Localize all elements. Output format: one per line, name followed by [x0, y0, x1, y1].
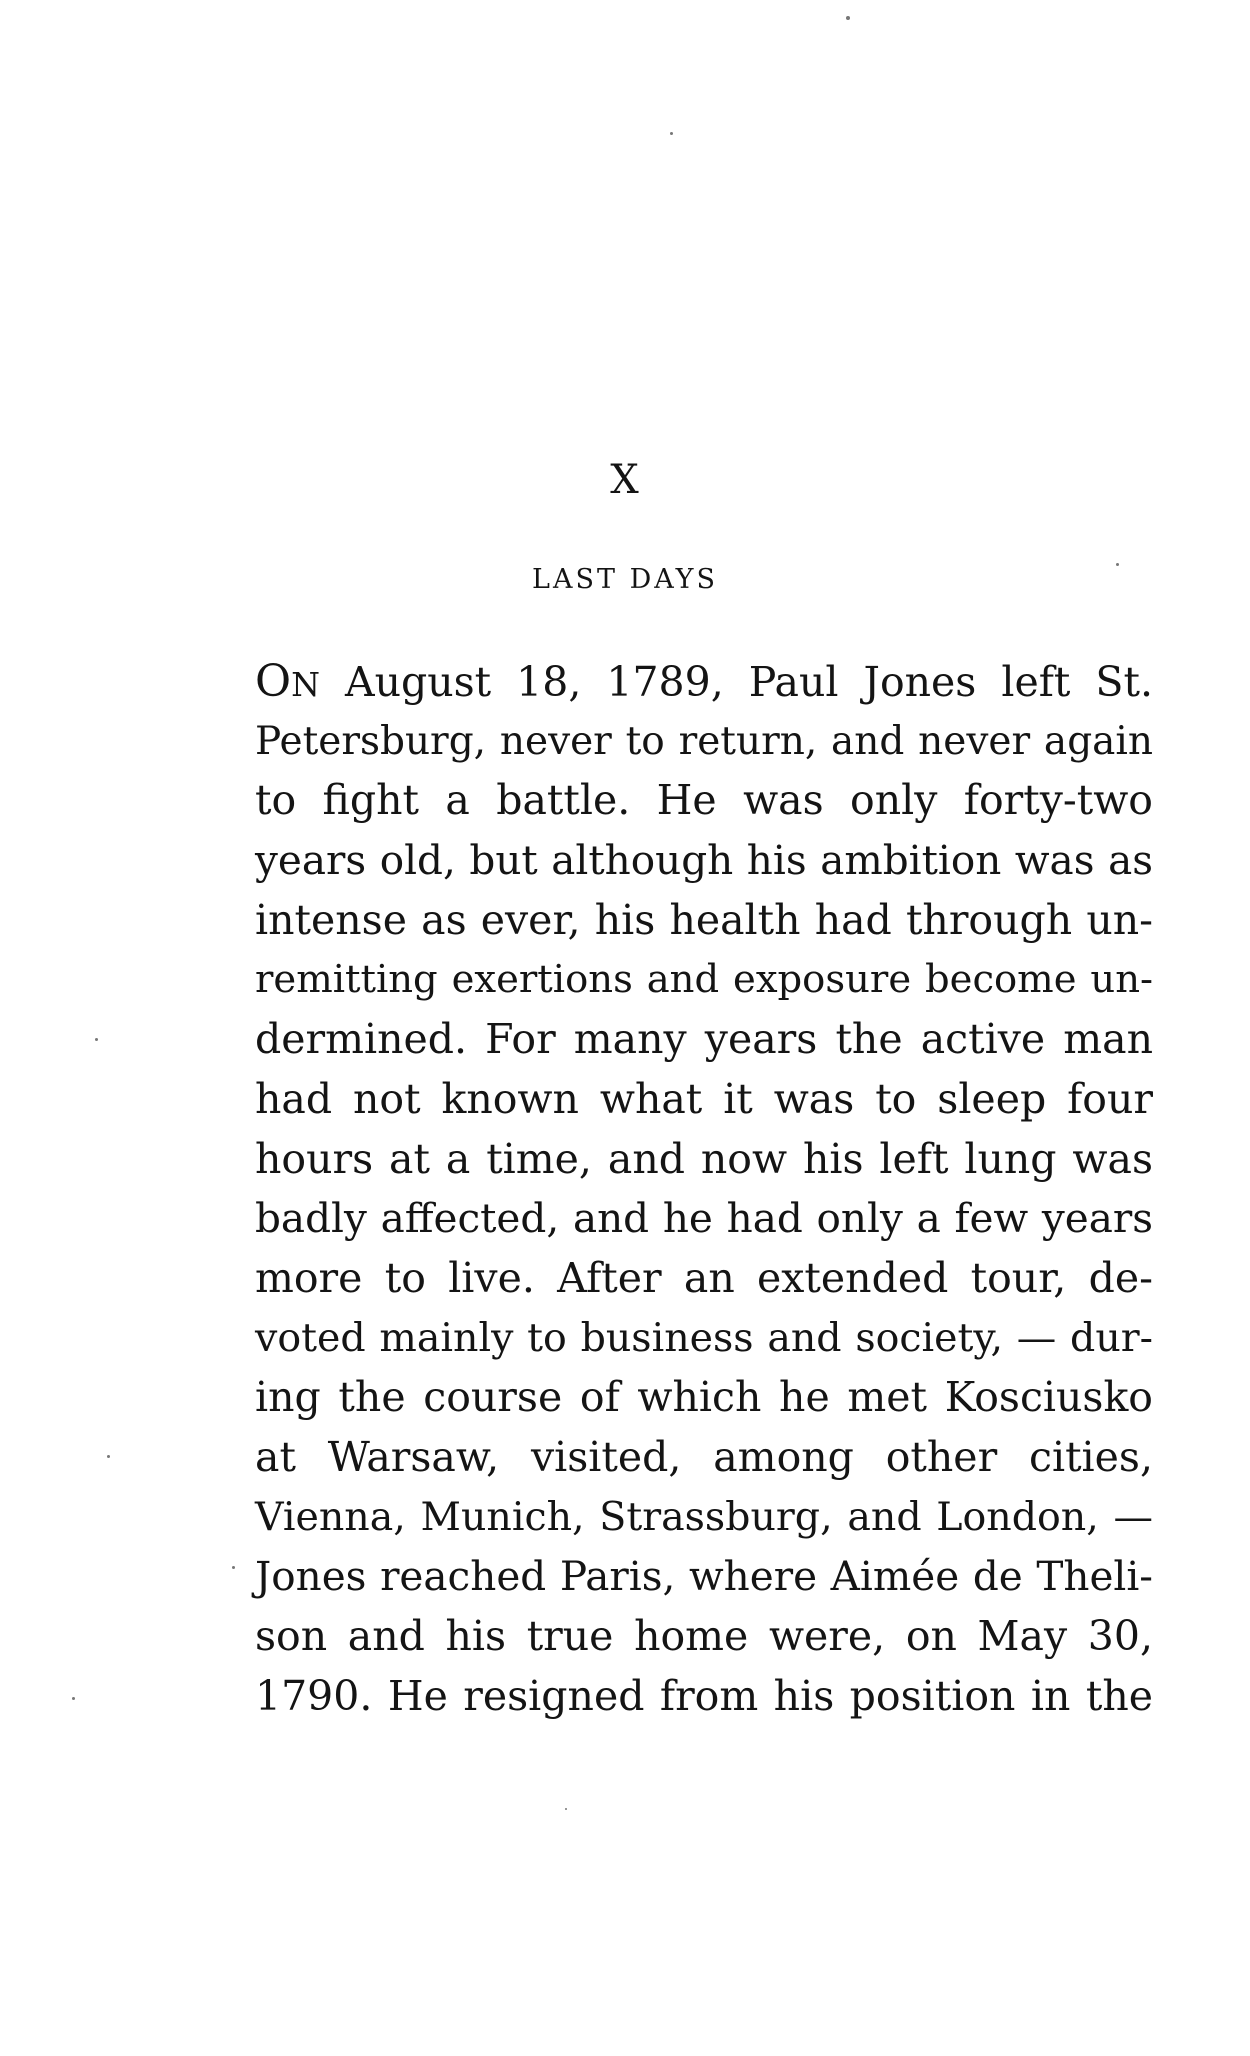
- text-line-9: hours at a time, and now his left lung was: [255, 1134, 1153, 1183]
- text-line-17: son and his true home were, on May 30,: [255, 1612, 1153, 1660]
- text-line-13: ing the course of which he met Kosciusko: [255, 1373, 1153, 1422]
- scan-speck: [565, 1808, 567, 1810]
- scan-speck: [670, 132, 673, 135]
- scan-speck: [72, 1697, 75, 1700]
- text-line-18: 1790. He resigned from his position in the: [255, 1671, 1153, 1720]
- text-line-14: at Warsaw, visited, among other cities,: [255, 1432, 1153, 1481]
- text-line-12: voted mainly to business and society, — dur-: [255, 1314, 1153, 1361]
- scan-speck: [107, 1455, 110, 1458]
- text-line-4: years old, but although his ambition was as: [255, 836, 1153, 885]
- opening-initial: O: [255, 656, 292, 707]
- text-line-6: remitting exertions and exposure become un-: [255, 957, 1153, 1003]
- chapter-number: X: [610, 457, 640, 503]
- scan-speck: [95, 1038, 98, 1041]
- text-line-1: [255, 652, 1153, 712]
- scan-speck: [846, 16, 850, 20]
- chapter-title: LAST DAYS: [532, 564, 718, 595]
- text-line-16: Jones reached Paris, where Aimée de Theli-: [255, 1552, 1153, 1601]
- text-line-11: more to live. After an extended tour, de-: [255, 1253, 1153, 1302]
- scan-speck: [232, 1566, 235, 1569]
- text-line-8: had not known what it was to sleep four: [255, 1074, 1153, 1123]
- chapter-body-paragraph: [255, 652, 1153, 1726]
- opening-small-cap: N: [291, 665, 320, 704]
- text-line-7: dermined. For many years the active man: [255, 1015, 1153, 1064]
- text-line-10: badly affected, and he had only a few years: [255, 1194, 1153, 1243]
- text-line-2: Petersburg, never to return, and never again: [255, 718, 1153, 764]
- text-line-3: to fight a battle. He was only forty-two: [255, 776, 1153, 825]
- text-line-1-rest: August 18, 1789, Paul Jones left St.: [319, 658, 1153, 706]
- text-line-5: intense as ever, his health had through un-: [255, 895, 1153, 944]
- text-line-15: Vienna, Munich, Strassburg, and London, —: [255, 1493, 1153, 1540]
